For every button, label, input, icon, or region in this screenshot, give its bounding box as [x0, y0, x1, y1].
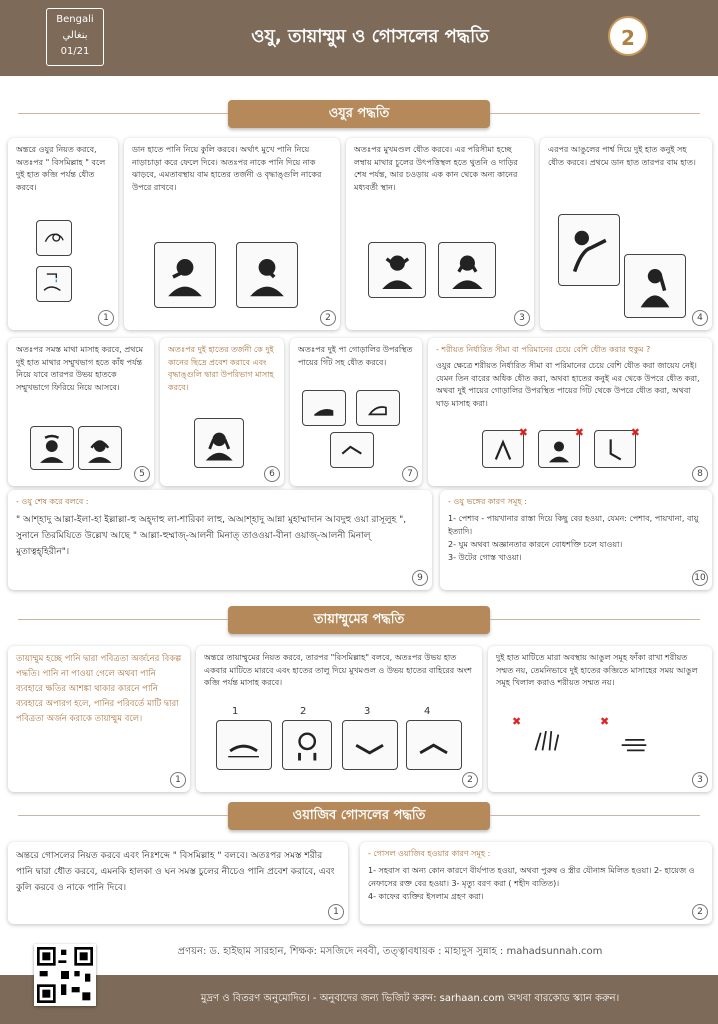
step-number: 9 [412, 570, 428, 586]
language-label: Bengali [56, 14, 94, 25]
washing-face-illustration [368, 242, 426, 298]
list-item: 3- উটের গোস্ত খাওয়া। [448, 553, 522, 562]
step-number: 1 [170, 772, 186, 788]
note-title: - শরীয়ত নির্ধারিত সীমা বা পরিমানের চেয়ে বেশি ধৌত করার হুকুম ? [436, 345, 651, 354]
header-bar [0, 0, 718, 76]
definition-text: তায়াম্মুম হচ্ছে পানি দ্বারা পবিত্রতা অর্জনের বিকল্প পদ্ধতি। পানি না পাওয়া গেলে অথবা পানি ব্যবহারে ক্ষতির আশঙ্কা থাকার কারনে পানি ব্যবহারে অপারগ হলে, পানির পরিবর্তে মাটি দ্বারা পবিত্রতা অর্জন করাকে তায়াম্মুম বলে। [16, 654, 182, 724]
step-number: 2 [462, 772, 478, 788]
excess-wash-illustration [594, 426, 640, 468]
wudu-breakers-card [440, 490, 712, 590]
tayammum-caution-card [488, 646, 712, 792]
step-number: 3 [692, 772, 708, 788]
striking-earth-illustration [216, 720, 272, 770]
method-text: অন্তরে তায়াম্মুমের নিয়ত করবে, তারপর "বিসমিল্লাহ" বলবে, অতঃপর উভয় হাত একবার মাটিতে মারবে এবং হাতের তালু দিয়ে মুখমণ্ডল ও উভয় হাতের বাহিরের অংশ কব্জি পর্যন্ত মাসাহ করবে। [204, 653, 472, 687]
wiping-hands-illustration [406, 720, 462, 770]
hand-washing-illustration [36, 220, 72, 256]
dua-card [8, 490, 432, 590]
washing-feet-illustration [302, 390, 346, 426]
step-number: 1 [98, 310, 114, 326]
step-number: 4 [692, 310, 708, 326]
rinsing-nose-illustration [236, 242, 298, 308]
wudu-step-card [346, 138, 534, 330]
step-text: এরপর আঙুলের পার্শ্ব দিয়ে দুই হাত কনুই সহ ধৌত করবে। প্রথমে ডান হাত তারপর বাম হাত। [548, 145, 696, 167]
step-label: 1 [232, 706, 239, 717]
breakers-title: - ওযু ভঙ্গের কারণ সমূহ : [448, 497, 527, 506]
washing-feet-illustration [356, 390, 400, 426]
step-number: 7 [402, 466, 418, 482]
step-number: 8 [692, 466, 708, 482]
step-text: অন্তরে ওযুর নিয়ত করবে, অতঃপর " বিসমিল্লাহ " বলে দুই হাত কব্জি পর্যন্ত ধৌত করবে। [16, 145, 106, 192]
language-badge [46, 8, 104, 66]
step-text: অতঃপর মুখমণ্ডল ধৌত করবে। এর পরিসীমা হচ্ছে লম্বায় মাথার চুলের উৎপত্তিস্থল হতে থুতনি ও দাড়ির শেষ পর্যন্ত, আর চওড়ায় এক কান থেকে অন্য কানের মধ্যবর্তী স্থান। [354, 145, 518, 192]
step-text: অতঃপর দুই হাতের তর্জনী কে দুই কানের ছিদ্রে প্রবেশ করাবে এবং বৃদ্ধাঙ্গুলি দ্বারা উপরিভাগ মাসাহ করবে। [168, 345, 274, 392]
washing-arm-illustration [624, 254, 686, 318]
tayammum-definition-card [8, 646, 190, 792]
wiping-head-illustration [30, 426, 74, 470]
rinsing-mouth-illustration [154, 242, 216, 308]
interlaced-fingers-illustration [600, 715, 664, 764]
page-title: ওযু, তায়াম্মুম ও গোসলের পদ্ধতি [251, 26, 489, 47]
step-text: অতঃপর দুই পা গোড়ালির উপরস্থিত পায়ের গিঁট সহ ধৌত করবে। [298, 345, 413, 367]
step-number: 1 [328, 904, 344, 920]
section-heading-wudu: ওযুর পদ্ধতি [228, 100, 490, 128]
step-label: 3 [364, 706, 371, 717]
list-item: 1- সহবাস বা অন্য কোন কারণে বীর্যপাত হওয়া, অথবা পুরুষ ও স্ত্রীর যৌনাঙ্গ মিলিত হওয়া। 2- হায়েজ ও নেফাসের রক্ত বের হওয়া। 3- মৃত্যু বরণ করা ( শহীদ ব্যতিত)। [368, 866, 695, 888]
x-mark-icon: ✖ [600, 715, 610, 728]
step-label: 2 [300, 706, 307, 717]
step-label: 4 [424, 706, 431, 717]
ghusl-method-card [8, 842, 348, 924]
wiping-face-illustration [282, 720, 332, 770]
wudu-step-card [540, 138, 712, 330]
document-code: 01/21 [60, 46, 90, 57]
section-heading-ghusl: ওয়াজিব গোসলের পদ্ধতি [228, 802, 490, 830]
wudu-step-card [8, 138, 118, 330]
dua-text: " আশ্‌হাদু আল্লা-ইলা-হা ইল্লাল্লা-হু অহ্‌দাহু লা-শারিকা লাহু, অআশ্‌হাদু আন্না মুহাম্মাদান আবদুহু ওয়া রাসূলুহ ", সুনানে তিরমিযিতে উল্লেখ আছে " আল্লা-হুম্মাজ্‌-আলনী মিনাত্‌ তাওওয়া-বীনা ওয়াজ্‌-আলনী মিনাল্‌ মুতাত্বহ্‌হিরীন"। [16, 515, 407, 557]
step-text: ডান হাতে পানি নিয়ে কুলি করবে। অর্থাৎ মুখে পানি নিয়ে নাড়াচাড়া করে ফেলে দিবে। অতঃপর নাকে পানি দিয়ে নাক ঝাড়বে, এমতাবস্থায় বাম হাতের তর্জনী ও বৃদ্ধাঙ্গুলি নাকের উপরে রাখবে। [132, 145, 322, 192]
step-text: অতঃপর সমস্ত মাথা মাসাহ করবে, প্রথমে দুই হাত মাথার সম্মুখভাগ হতে কাঁধ পর্যন্ত নিয়ে যাবে তারপর উভয় হাতকে সম্মুখভাগে ফিরিয়ে নিয়ে আসবে। [16, 345, 144, 392]
wiping-head-illustration [78, 426, 122, 470]
section-heading-tayammum: তায়াম্মুমের পদ্ধতি [228, 606, 490, 634]
x-mark-icon: ✖ [512, 715, 522, 728]
x-mark-icon: ✖ [630, 426, 640, 439]
wudu-step-card [160, 338, 284, 486]
wiping-hands-illustration [342, 720, 398, 770]
ghusl-reasons-card [360, 842, 712, 924]
spread-fingers-illustration [512, 715, 576, 764]
wiping-ears-illustration [194, 418, 244, 468]
dua-title: - ওযু শেষ করে বলবে : [16, 497, 89, 506]
washing-arm-illustration [558, 214, 620, 286]
language-label-arabic: بنغالي [62, 30, 88, 41]
footer-text: মুদ্রণ ও বিতরণ অনুমোদিত। - অনুবাদের জন্য ভিজিট করুন: sarhaan.com অথবা বারকোড স্ক্যান করুন। [200, 993, 620, 1004]
washing-feet-illustration [330, 432, 374, 468]
page-number: 2 [608, 16, 648, 56]
hand-washing-illustration [36, 266, 72, 302]
excess-wash-illustration [538, 426, 584, 468]
step-number: 5 [134, 466, 150, 482]
footer-bar [0, 975, 718, 1024]
step-number: 10 [692, 570, 708, 586]
qr-code-icon [37, 947, 93, 1003]
tayammum-method-card [196, 646, 482, 792]
note-text: ওযুর ক্ষেত্রে শরীয়ত নির্ধারিত সীমা বা পরিমানের চেয়ে বেশি ধৌত করা জায়েয নেই। যেমন তিন বারের অধিক ধৌত করা, অথবা হাতের কনুই এর থেকে উপরে ধৌত করা, অথবা দুই পায়ের গোড়ালির উপরস্থিত পায়ের গিঁট থেকে উপরে ধৌত করা, অথবা ঘাড় মাসাহ করা। [436, 361, 700, 408]
list-item: 4- কাফের ব্যক্তির ইসলাম গ্রহণ করা। [368, 892, 484, 901]
credits-line: প্রণয়ন: ড. হাইছাম সারহান, শিক্ষক: মসজিদে নববী, তত্ত্বাবধায়ক : মাহাদুস সুন্নাহ : mahadsunnah.com [177, 946, 603, 957]
caution-text: দুই হাত মাটিতে মারা অবস্থায় আঙুল সমূহ ফাঁকা রাখা শরীয়ত সম্মত নয়, তেমনিভাবে দুই হাতের কব্জিতে মাসাহের সময় আঙুল সমূহ খিলাল করাও শরীয়ত সম্মত নয়। [496, 653, 698, 687]
list-item: 1- পেশাব - পায়খানার রাস্তা দিয়ে কিছু বের হওয়া, যেমন: পেশাব, পায়খানা, বায়ু ইত্যাদি। [448, 514, 699, 536]
excess-wash-illustration [482, 426, 528, 468]
reasons-title: - গোসল ওয়াজিব হওয়ার কারণ সমূহ : [368, 849, 491, 858]
qr-code[interactable] [34, 944, 96, 1006]
step-number: 2 [692, 904, 708, 920]
washing-face-illustration [438, 242, 496, 298]
step-number: 2 [320, 310, 336, 326]
method-text: অন্তরে গোসলের নিয়ত করবে এবং নিঃশব্দে " বিসমিল্লাহ " বলবে। অতঃপর সমস্ত শরীর পানি দ্বারা ধৌত করবে, এমনকি হালকা ও ঘন সমস্ত চুলের নীচেও পানি প্রবেশ করাবে, এবং কুলি করবে ও নাকে পানি দিবে। [16, 851, 335, 893]
wudu-step-card [8, 338, 154, 486]
x-mark-icon: ✖ [574, 426, 584, 439]
step-number: 3 [514, 310, 530, 326]
excess-washing-note [428, 338, 712, 486]
wudu-step-card [124, 138, 340, 330]
wudu-step-card [290, 338, 422, 486]
x-mark-icon: ✖ [518, 426, 528, 439]
list-item: 2- ঘুম অথবা অজ্ঞানতার কারনে বোধশক্তি চলে যাওয়া। [448, 540, 623, 549]
step-number: 6 [264, 466, 280, 482]
